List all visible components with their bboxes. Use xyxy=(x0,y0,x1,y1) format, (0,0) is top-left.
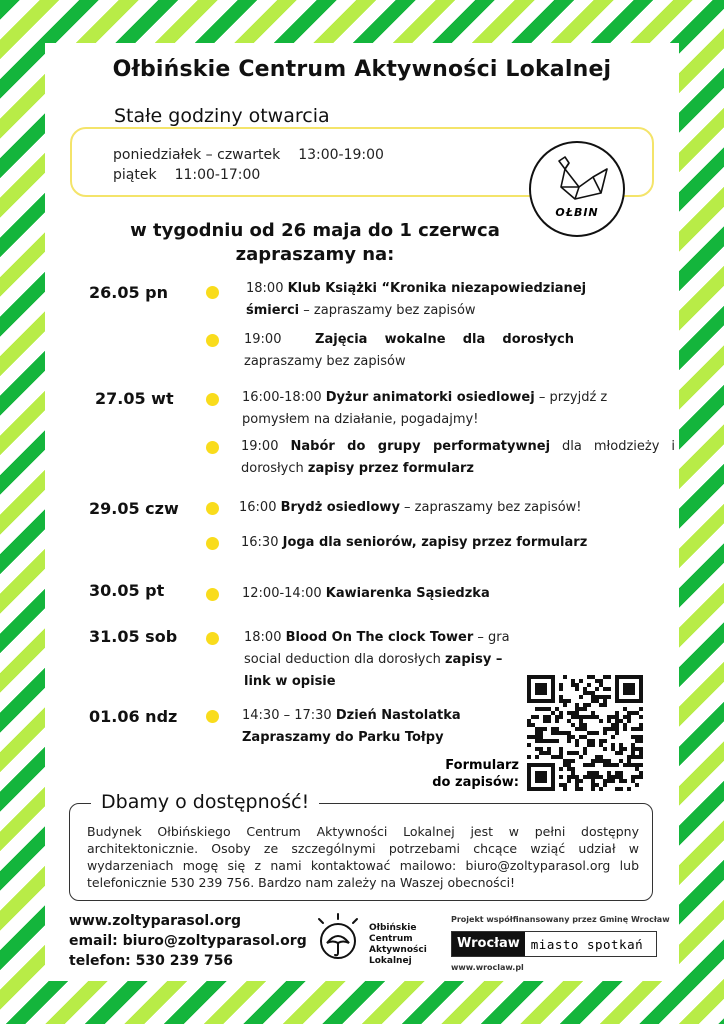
cofinancing-note: Projekt współfinansowany przez Gminę Wrocław xyxy=(451,915,670,924)
event-note: dla młodzieży i dorosłych xyxy=(241,439,676,476)
event-name: Dyżur animatorki osiedlowej xyxy=(325,390,535,405)
event-note: zapraszamy bez zapisów xyxy=(244,354,406,369)
event-note: – zapraszamy bez zapisów! xyxy=(399,500,582,515)
qr-code-icon xyxy=(527,675,643,791)
event-item xyxy=(244,329,574,351)
signup-qr-code[interactable] xyxy=(527,675,643,791)
form-label-line2: do zapisów: xyxy=(432,775,519,790)
hours-days: poniedziałek – czwartek xyxy=(113,147,281,163)
wroclaw-logo-brand: Wrocław xyxy=(452,932,525,956)
event-item xyxy=(241,436,675,480)
event-bullet xyxy=(206,588,219,601)
opening-hours-title: Stałe godziny otwarcia xyxy=(104,105,340,127)
partner-logo-text xyxy=(369,923,427,967)
event-note: – zapraszamy bez zapisów xyxy=(299,303,476,318)
event-name: Kawiarenka Sąsiedzka xyxy=(325,586,490,601)
page-title: Ołbińskie Centrum Aktywności Lokalnej xyxy=(112,57,612,82)
event-time: 19:00 xyxy=(241,439,279,454)
event-bullet xyxy=(206,710,219,723)
event-time: 14:30 – 17:30 xyxy=(242,708,332,723)
wroclaw-logo-slogan: miasto spotkań xyxy=(530,936,644,952)
wroclaw-url[interactable]: www.wroclaw.pl xyxy=(451,963,524,972)
day-label: 31.05 sob xyxy=(89,627,178,646)
event-item xyxy=(244,627,520,693)
hours-days: piątek xyxy=(113,167,157,183)
event-item xyxy=(242,583,642,605)
event-bullet xyxy=(206,334,219,347)
event-item xyxy=(241,532,641,554)
hours-line-friday xyxy=(113,167,260,183)
form-label-line1: Formularz xyxy=(445,758,519,773)
event-bullet xyxy=(206,632,219,645)
event-item xyxy=(239,497,639,519)
event-note: – gra social deduction dla dorosłych xyxy=(244,630,510,667)
hours-time: 13:00-19:00 xyxy=(298,147,384,163)
website-link[interactable]: www.zoltyparasol.org xyxy=(69,913,242,929)
event-time: 19:00 xyxy=(244,332,282,347)
event-time: 16:30 xyxy=(241,535,279,550)
event-time: 18:00 xyxy=(244,630,282,645)
event-time: 12:00-14:00 xyxy=(242,586,322,601)
week-heading xyxy=(85,219,545,267)
accessibility-title: Dbamy o dostępność! xyxy=(91,791,319,813)
event-time: 16:00-18:00 xyxy=(242,390,322,405)
event-bullet xyxy=(206,286,219,299)
hours-time: 11:00-17:00 xyxy=(174,167,261,183)
partner-logo-line: Aktywności xyxy=(369,945,427,955)
event-bullet xyxy=(206,502,219,515)
accessibility-text: Budynek Ołbińskiego Centrum Aktywności Lokalnej jest w pełni dostępny architektonicznie. Osoby ze szczególnymi potrzebami chcące wziąć udział w wydarzeniach mogę się z nami kontaktować mailowo: biuro@zoltyparasol.org lub telefonicznie 530 239 756. Bardzo nam zależy na Waszej obecności! xyxy=(87,824,639,890)
email-link[interactable]: email: biuro@zoltyparasol.org xyxy=(69,933,307,949)
event-note: – przyjdź z pomysłem na działanie, pogadajmy! xyxy=(242,390,608,427)
event-name: Blood On The clock Tower xyxy=(285,630,474,645)
event-bullet xyxy=(206,441,219,454)
event-signup: zapisy – link w opisie xyxy=(244,652,503,689)
event-name: Klub Książki “Kronika niezapowiedzianej śmierci xyxy=(246,281,587,318)
partner-logo-line: Lokalnej xyxy=(369,956,412,966)
day-label: 26.05 pn xyxy=(89,283,169,302)
day-label: 01.06 ndz xyxy=(89,707,178,726)
poster-sheet xyxy=(45,43,679,981)
event-name: Joga dla seniorów, zapisy przez formularz xyxy=(282,535,588,550)
hours-line-weekdays xyxy=(113,147,384,163)
olbin-logo-text: OŁBIN xyxy=(555,206,599,219)
day-label: 29.05 czw xyxy=(89,499,179,518)
week-heading-line2: zapraszamy na: xyxy=(235,244,395,265)
event-item xyxy=(246,278,596,322)
partner-logo-line: Ołbińskie xyxy=(369,923,417,933)
event-time: 18:00 xyxy=(246,281,284,296)
event-bullet xyxy=(206,393,219,406)
event-item xyxy=(242,387,612,431)
event-name: Zajęcia wokalne dla dorosłych xyxy=(315,332,574,347)
event-signup: zapisy przez formularz xyxy=(307,461,474,476)
event-name: Brydż osiedlowy xyxy=(280,500,400,515)
event-detail: Zapraszamy do Parku Tołpy xyxy=(242,730,444,745)
partner-logo-line: Centrum xyxy=(369,934,413,944)
event-time: 16:00 xyxy=(239,500,277,515)
signup-form-label xyxy=(419,757,519,791)
wroclaw-logo xyxy=(451,931,657,957)
event-name: Dzień Nastolatka xyxy=(335,708,461,723)
event-name: Nabór do grupy performatywnej xyxy=(290,439,551,454)
event-bullet xyxy=(206,537,219,550)
phone-number: telefon: 530 239 756 xyxy=(69,953,234,969)
day-label: 30.05 pt xyxy=(89,581,165,600)
event-item xyxy=(242,705,522,749)
day-label: 27.05 wt xyxy=(95,389,174,408)
week-heading-line1: w tygodniu od 26 maja do 1 czerwca xyxy=(130,220,500,241)
umbrella-icon xyxy=(313,913,363,963)
